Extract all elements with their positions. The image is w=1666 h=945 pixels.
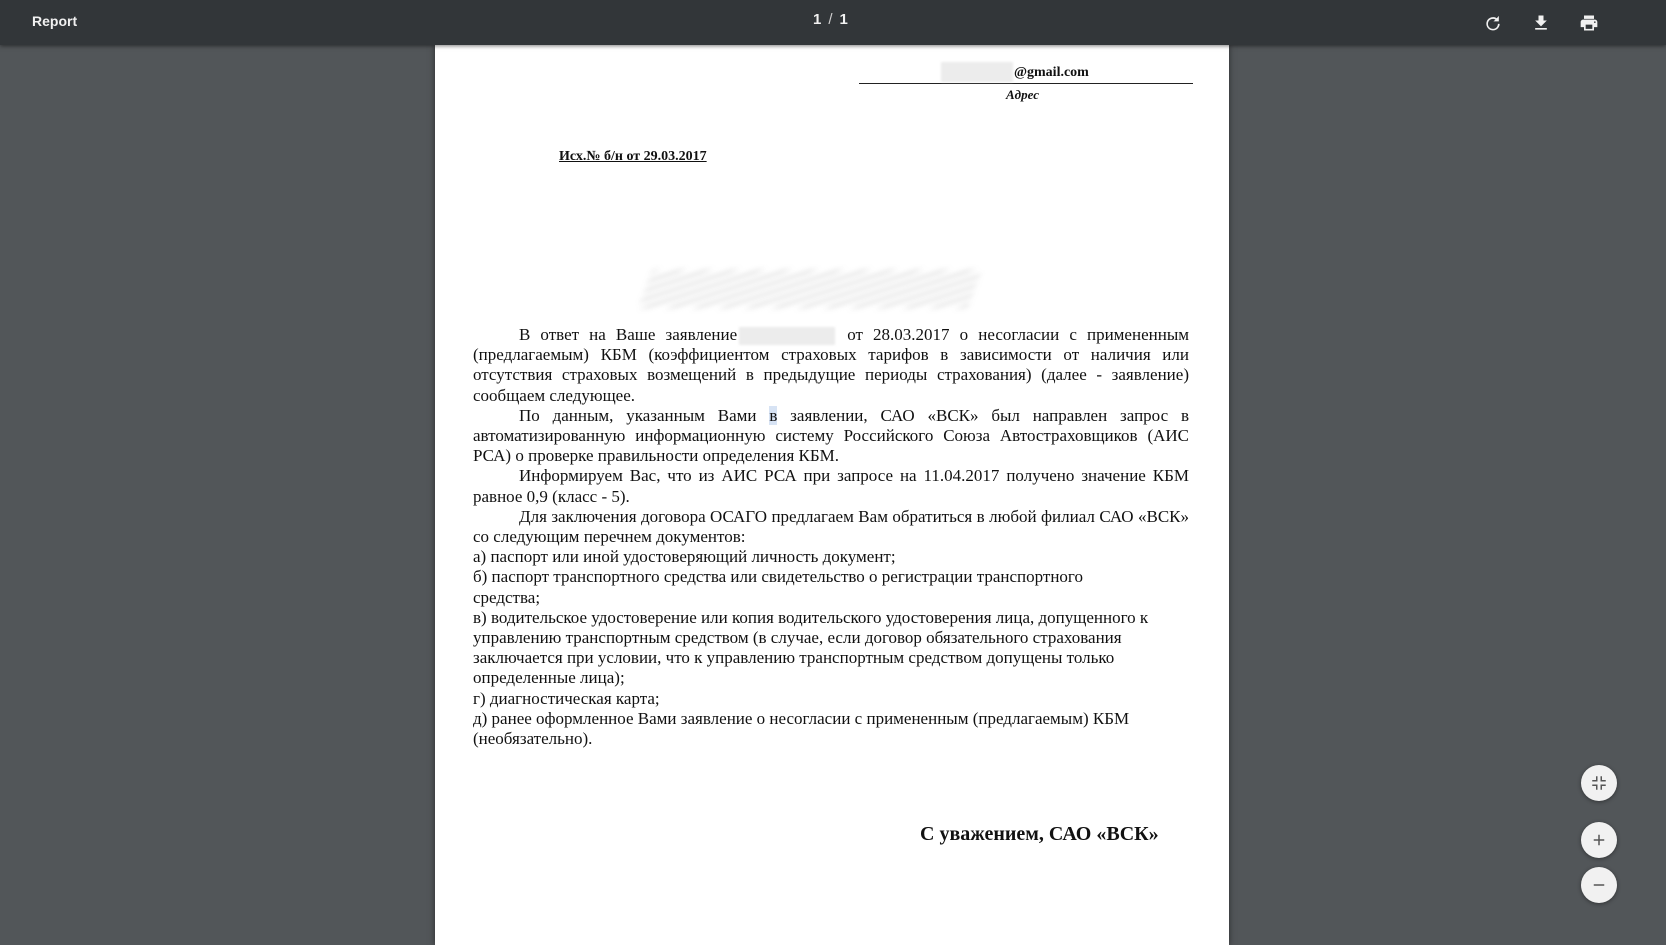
paragraph-4: Для заключения договора ОСАГО предлагаем Вам обратиться в любой филиал САО «ВСК» со следующим перечнем документов: xyxy=(473,506,1189,547)
document-page xyxy=(435,45,1229,945)
print-icon xyxy=(1579,13,1599,33)
zoom-out-icon xyxy=(1590,876,1608,894)
paragraph-3: Информируем Вас, что из АИС РСА при запросе на 11.04.2017 получено значение КБМ равное 0,9 (класс - 5). xyxy=(473,466,1189,506)
document-viewer[interactable] xyxy=(0,45,1666,945)
paragraph-2-end: заявлении, САО «ВСК» был направлен запрос в автоматизированную информационную систему Российского Союза Автостраховщиков (АИС РСА) о проверке правильности определения КБМ. xyxy=(473,405,1189,466)
current-page-number[interactable]: 1 xyxy=(813,11,823,28)
list-item: б) паспорт транспортного средства или свидетельство о регистрации транспортного средства; xyxy=(473,567,1083,607)
fit-page-button[interactable] xyxy=(1581,765,1617,801)
fit-page-icon xyxy=(1590,774,1608,792)
print-button[interactable] xyxy=(1574,8,1604,38)
paragraph-1-start: В ответ на Ваше заявление xyxy=(519,325,738,344)
address-label: Адрес xyxy=(1006,87,1039,102)
rotate-icon xyxy=(1483,13,1503,33)
reference-number: Исх.№ б/н от 29.03.2017 xyxy=(559,149,707,164)
highlighted-word: в xyxy=(769,405,778,425)
redacted-application-number xyxy=(739,327,835,345)
paragraph-1 xyxy=(473,325,1189,406)
signature: С уважением, САО «ВСК» xyxy=(920,823,1159,845)
zoom-out-button[interactable] xyxy=(1581,867,1617,903)
document-title: Report xyxy=(32,13,78,29)
list-item: г) диагностическая карта; xyxy=(473,688,660,708)
email-domain: @gmail.com xyxy=(1014,65,1089,80)
page-separator: / xyxy=(828,11,834,28)
email-line xyxy=(859,62,1193,84)
zoom-in-button[interactable] xyxy=(1581,822,1617,858)
list-item: в) водительское удостоверение или копия водительского удостоверения лица, допущенного к управлению транспортным средством (в случае, если договор обязательного страхования заключается при условии, что к управлению транспортным средством допущены только определенные лица); xyxy=(473,607,1149,688)
rotate-button[interactable] xyxy=(1478,8,1508,38)
list-item: а) паспорт или иной удостоверяющий личность документ; xyxy=(473,547,896,567)
page-indicator xyxy=(813,11,849,28)
zoom-in-icon xyxy=(1590,831,1608,849)
paragraph-2-start: По данным, указанным Вами xyxy=(519,405,770,425)
total-pages: 1 xyxy=(839,11,849,28)
download-button[interactable] xyxy=(1526,8,1556,38)
redacted-email-user xyxy=(941,62,1013,82)
list-item: д) ранее оформленное Вами заявление о несогласии с примененным (предлагаемым) КБМ (необязательно). xyxy=(473,708,1130,749)
letter-body xyxy=(473,325,1189,749)
download-icon xyxy=(1531,13,1551,33)
pdf-toolbar xyxy=(0,0,1666,45)
paragraph-2 xyxy=(473,406,1189,467)
blurred-stamp xyxy=(638,270,982,308)
paragraph-1-end: от 28.03.2017 о несогласии с примененным (предлагаемым) КБМ (коэффициентом страховых тарифов в зависимости от наличия или отсутствия страховых возмещений в предыдущие периоды страхования) (далее - заявление) сообщаем следующее. xyxy=(473,325,1189,405)
